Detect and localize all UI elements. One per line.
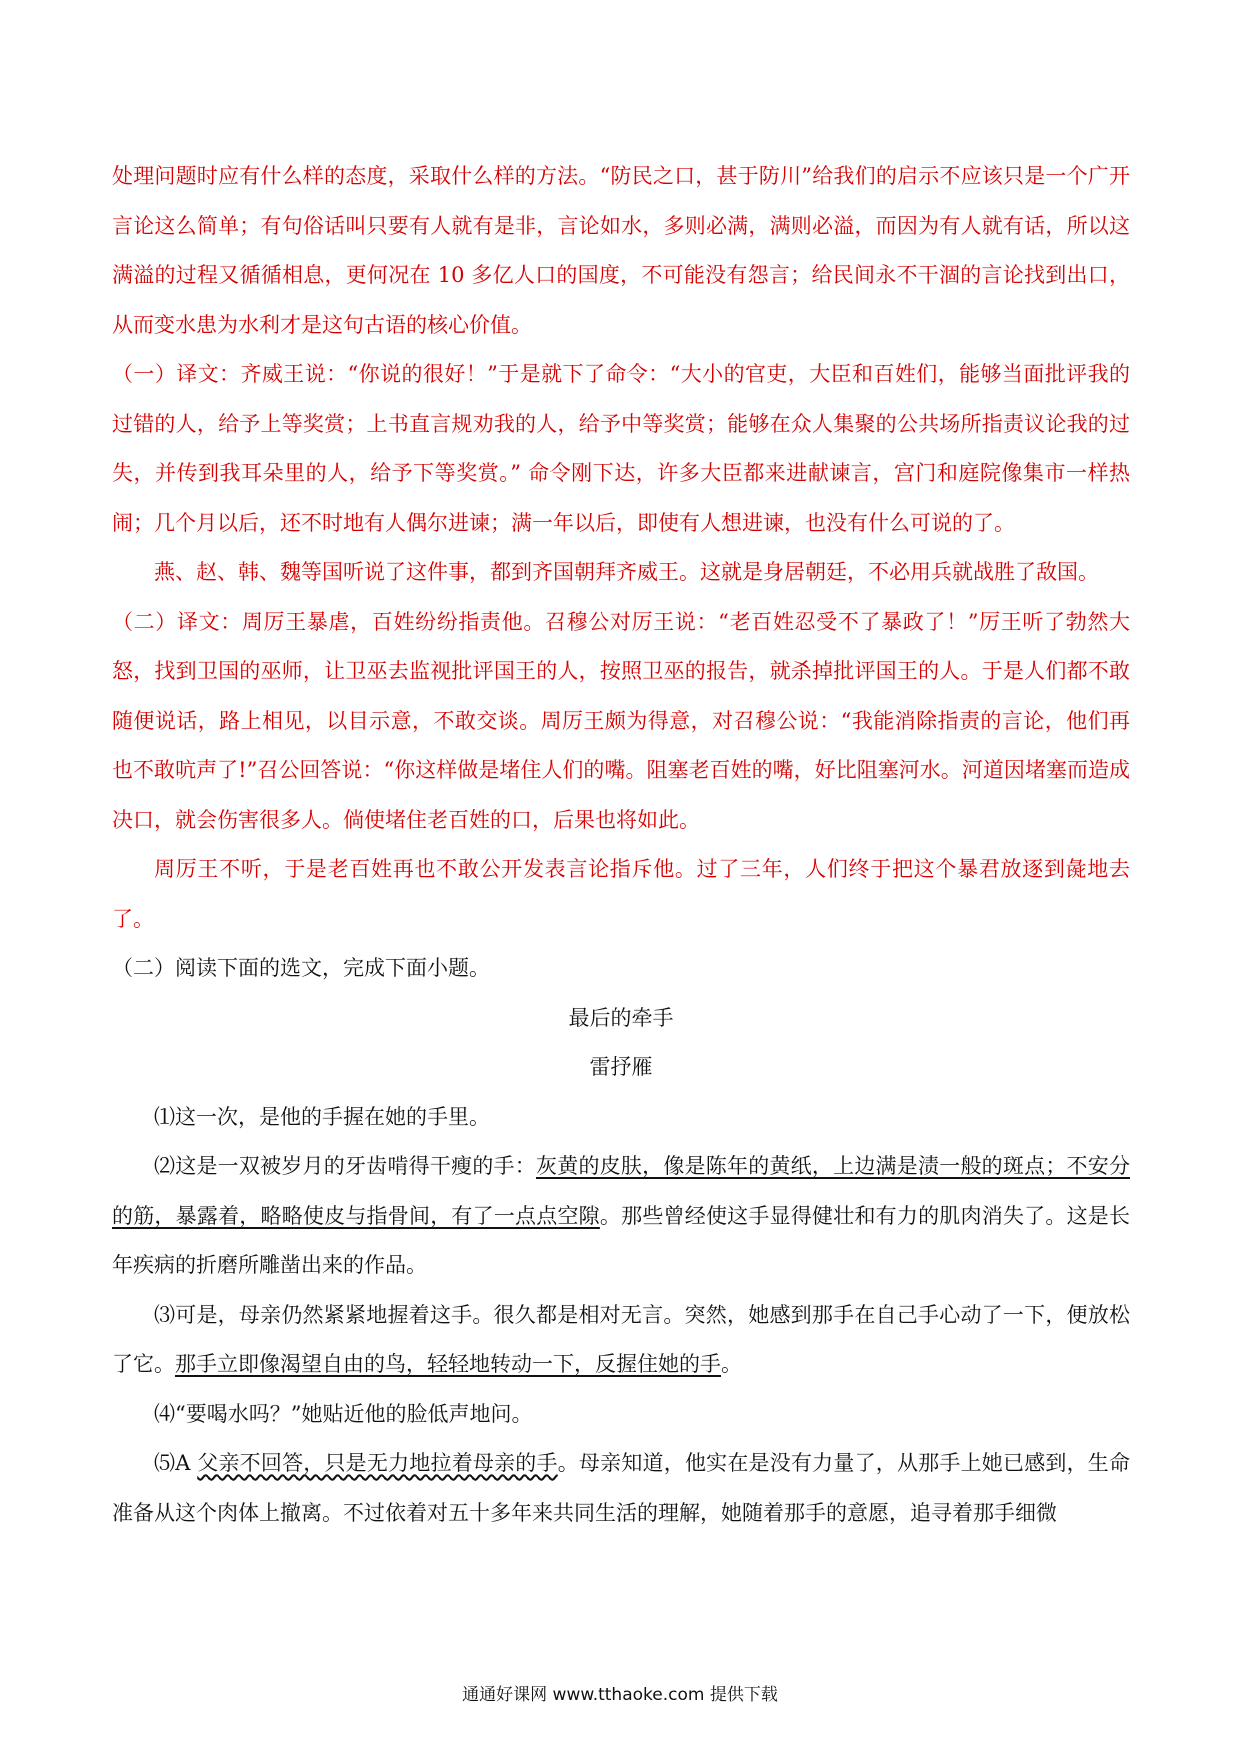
translation-two: （二）译文：周厉王暴虐，百姓纷纷指责他。召穆公对厉王说：“老百姓忍受不了暴政了！”厉王听了勃然大怒，找到卫国的巫师，让卫巫去监视批评国王的人，按照卫巫的报告，就杀掉批评国王的人。于是人们都不敢随便说话，路上相见，以目示意，不敢交谈。周厉王颇为得意，对召穆公说：“我能消除指责的言论，他们再也不敢吭声了!”召公回答说：“你这样做是堵住人们的嘴。阻塞老百姓的嘴，好比阻塞河水。河道因堵塞而造成决口，就会伤害很多人。倘使堵住老百姓的口，后果也将如此。 — [112, 609, 1130, 832]
story-paragraph-3-tail: 。 — [721, 1352, 742, 1376]
story-paragraph-2-tail: 。那些曾经使这手显得健壮和有力的肌肉消失了。这是长年疾病的折磨所雕凿出来的作品。 — [112, 1203, 1131, 1277]
story-paragraph-3-lead: ⑶可是，母亲仍然紧紧地握着这手。很久都是相对无言。突然，她感到那手在自己手心动了一下，便放松了它。 — [112, 1302, 1130, 1376]
story-paragraph-2-lead: ⑵这是一双被岁月的牙齿啃得干瘦的手： — [154, 1154, 536, 1178]
section-heading: （二）阅读下面的选文，完成下面小题。 — [112, 956, 490, 980]
page-footer: 通通好课网 www.tthaoke.com 提供下载 — [462, 1685, 778, 1705]
story-paragraph-3 — [112, 1291, 1130, 1390]
story-paragraph-5-tail: 。母亲知道，他实在是没有力量了，从那手上她已感到，生命准备从这个肉体上撤离。不过依着对五十多年来共同生活的理解，她随着那手的意愿，追寻着那手细微 — [112, 1451, 1131, 1525]
story-paragraph-1: ⑴这一次，是他的手握在她的手里。 — [154, 1104, 490, 1129]
story-author: 雷抒雁 — [589, 1055, 653, 1079]
story-paragraph-5 — [112, 1439, 1130, 1538]
translation-one-continued: 燕、赵、韩、魏等国听说了这件事，都到齐国朝拜齐威王。这就是身居朝廷，不必用兵就战胜了敌国。 — [154, 560, 1099, 584]
translation-two-continued: 周厉王不听，于是老百姓再也不敢公开发表言论指斥他。过了三年，人们终于把这个暴君放逐到彘地去了。 — [112, 857, 1130, 931]
underlined-passage: 灰黄的皮肤，像是陈年的黄纸，上边满是渍一般的斑点；不安分的筋，暴露着，略略使皮与指骨间，有了一点点空隙 — [112, 1154, 1130, 1228]
story-paragraph-2 — [112, 1142, 1130, 1291]
page-content — [112, 152, 1130, 1538]
underlined-passage: 那手立即像渴望自由的鸟，轻轻地转动一下，反握住她的手 — [175, 1352, 721, 1376]
translation-one: （一）译文：齐威王说：“你说的很好！”于是就下了命令：“大小的官吏，大臣和百姓们，能够当面批评我的过错的人，给予上等奖赏；上书直言规劝我的人，给予中等奖赏；能够在众人集聚的公共场所指责议论我的过失，并传到我耳朵里的人，给予下等奖赏。” 命令刚下达，许多大臣都来进献谏言，宫门和庭院像集市一样热闹；几个月以后，还不时地有人偶尔进谏；满一年以后，即使有人想进谏，也没有什么可说的了。 — [112, 362, 1130, 535]
story-paragraph-4: ⑷“要喝水吗？”她贴近他的脸低声地问。 — [154, 1401, 533, 1426]
story-paragraph-5-lead: ⑸A — [154, 1451, 198, 1475]
wavy-underlined-passage: 父亲不回答，只是无力地拉着母亲的手 — [197, 1451, 558, 1475]
answer-paragraph: 处理问题时应有什么样的态度，采取什么样的方法。“防民之口，甚于防川”给我们的启示不应该只是一个广开言论这么简单；有句俗话叫只要有人就有是非，言论如水，多则必满，满则必溢，而因为有人就有话，所以这满溢的过程又循循相息，更何况在 10 多亿人口的国度，不可能没有怨言；给民间永不干涸的言论找到出口，从而变水患为水利才是这句古语的核心价值。 — [112, 164, 1130, 337]
story-title: 最后的牵手 — [568, 1005, 674, 1030]
